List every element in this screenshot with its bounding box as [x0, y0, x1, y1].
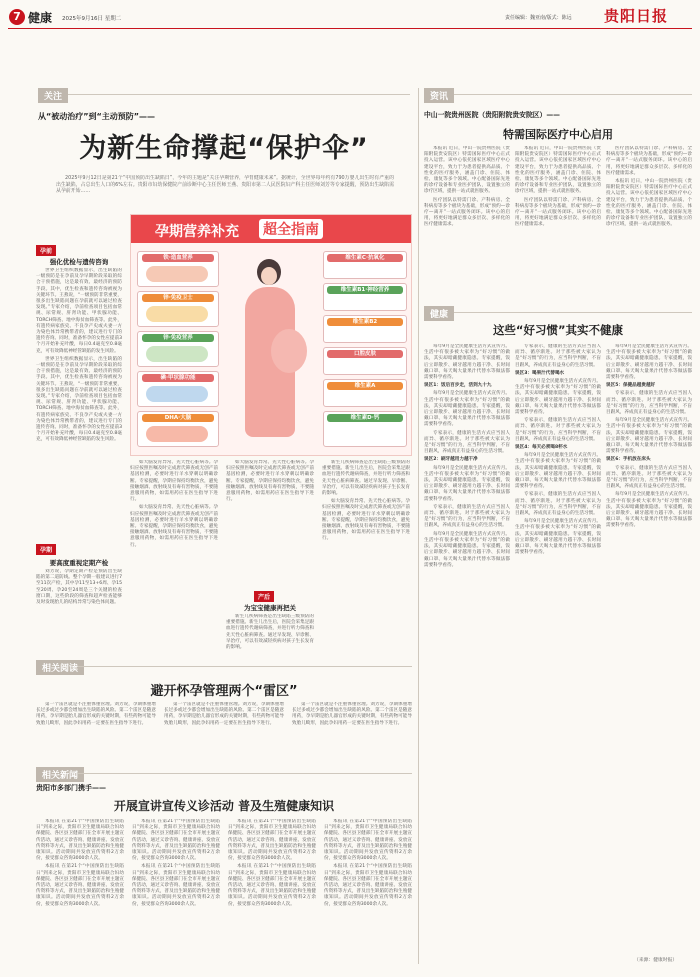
related-body-2: 第一个雷区就是不注重体重管理。刘芳说，孕期体重增长过多或过少都会增加出生缺陷的风险。第二个雷区是随意用药，孕早期是胎儿器官形成的关键时期，有些药物可能导致胎儿畸形，因此孕妇用药一定要在医生指导下进行。: [164, 702, 284, 726]
news-body-4: 本报讯 在第21个“中国预防出生缺陷日”到来之际，贵阳市卫生健康局联合妇幼保健院、各区县卫健部门在全市开展主题宣传活动，通过义诊咨询、健康讲座、发放宣传资料等方式，普及出生缺陷防治和生殖健康知识。活动期间共发放宣传资料2万余份，接受群众咨询3000余人次。 本报讯 在第21个“中国预防出生缺陷日”到来之际，贵阳市卫生健康局联合妇幼保健院、各区县卫健部门在全市开展主题宣传活动，通过义诊咨询、健康讲座、发放宣传资料等方式，普及出生缺陷防治和生殖健康知识。活动期间共发放宣传资料2万余份，接受群众咨询3000余人次。: [324, 819, 412, 907]
news-body-1: 本报讯 在第21个“中国预防出生缺陷日”到来之际，贵阳市卫生健康局联合妇幼保健院、各区县卫健部门在全市开展主题宣传活动，通过义诊咨询、健康讲座、发放宣传资料等方式，普及出生缺陷防治和生殖健康知识。活动期间共发放宣传资料2万余份，接受群众咨询3000余人次。 本报讯 在第21个“中国预防出生缺陷日”到来之际，贵阳市卫生健康局联合妇幼保健院、各区县卫健部门在全市开展主题宣传活动，通过义诊咨询、健康讲座、发放宣传资料等方式，普及出生缺陷防治和生殖健康知识。活动期间共发放宣传资料2万余份，接受群众咨询3000余人次。: [36, 819, 124, 907]
nutrient-label: 维生素C·抗氧化: [327, 254, 403, 262]
related-body-1: 第一个雷区就是不注重体重管理。刘芳说，孕期体重增长过多或过少都会增加出生缺陷的风险。第二个雷区是随意用药，孕早期是胎儿器官形成的关键时期，有些药物可能导致胎儿畸形，因此孕妇用药一定要在医生指导下进行。: [36, 702, 156, 726]
nutrient-card-vitb1: [323, 283, 407, 311]
infographic-title-bar: [131, 215, 411, 243]
section-tag: 相关新闻: [36, 767, 84, 782]
food-icon: [146, 346, 208, 362]
col1-subhead: 强化优检与遗传咨询: [49, 258, 109, 266]
nutrient-label: 碘·甲状腺功能: [142, 374, 214, 382]
health-habits: [424, 306, 692, 966]
nutrient-label: 锌·免疫卫士: [142, 294, 214, 302]
nutrient-label: 维生素D·钙: [327, 414, 403, 422]
page-number-badge: 7: [9, 9, 25, 25]
section-tag: 健康: [424, 306, 454, 321]
tag-rule: [454, 312, 692, 313]
news-kicker: 贵阳市多部门携手——: [36, 784, 106, 792]
nutrient-card-vita: [323, 379, 407, 407]
news-body-3: 本报讯 在第21个“中国预防出生缺陷日”到来之际，贵阳市卫生健康局联合妇幼保健院、各区县卫健部门在全市开展主题宣传活动，通过义诊咨询、健康讲座、发放宣传资料等方式，普及出生缺陷防治和生殖健康知识。活动期间共发放宣传资料2万余份，接受群众咨询3000余人次。 本报讯 在第21个“中国预防出生缺陷日”到来之际，贵阳市卫生健康局联合妇幼保健院、各区县卫健部门在全市开展主题宣传活动，通过义诊咨询、健康讲座、发放宣传资料等方式，普及出生缺陷防治和生殖健康知识。活动期间共发放宣传资料2万余份，接受群众咨询3000余人次。: [228, 819, 316, 907]
related-headline: 避开怀孕管理两个“雷区”: [150, 684, 298, 699]
editor-credits: 责任编辑：魏亚南/版式：陈远: [505, 15, 572, 21]
brief-body-2: 本报讯 近日，中山一院贵州医院（贵阳附院贵安院区）特需国际医疗中心正式投入运营。该中心依托国家区域医疗中心建设平台，致力于为患者提供高品质、个性化的医疗服务，涵盖门诊、住院、体检、康复等多个领域。中心配备国际先进的诊疗设备和专业医护团队，设置独立的诊疗区域，提供一站式就医服务。 医疗团队以特需门诊、产科病房、全科病房等多个板块为基础，形成“预约—诊疗—离开”一站式服务闭环。该中心的启用，将更好地满足群众多层次、多样化的医疗健康需求。: [515, 146, 601, 228]
pregnant-woman-illustration: [227, 259, 311, 449]
food-icon: [146, 306, 208, 322]
infographic-title-a: 孕期营养补充: [155, 224, 239, 240]
related-body-3: 第一个雷区就是不注重体重管理。刘芳说，孕期体重增长过多或过少都会增加出生缺陷的风险。第二个雷区是随意用药，孕早期是胎儿器官形成的关键时期，有些药物可能导致胎儿畸形，因此孕妇用药一定要在医生指导下进行。: [292, 702, 412, 726]
nutrient-card-iodine: [137, 371, 219, 407]
nutrient-card-vitc: [323, 251, 407, 279]
infographic-title-b: 超全指南: [259, 219, 323, 239]
pregnancy-tag: 孕期: [36, 544, 56, 555]
news-headline: 开展宣讲宣传义诊活动 普及生殖健康知识: [113, 799, 335, 813]
brief-body-1: 本报讯 近日，中山一院贵州医院（贵阳附院贵安院区）特需国际医疗中心正式投入运营。该中心依托国家区域医疗中心建设平台，致力于为患者提供高品质、个性化的医疗服务，涵盖门诊、住院、体检、康复等多个领域。中心配备国际先进的诊疗设备和专业医护团队，设置独立的诊疗区域，提供一站式就医服务。 医疗团队以特需门诊、产科病房、全科病房等多个板块为基础，形成“预约—诊疗—离开”一站式服务闭环。该中心的启用，将更好地满足群众多层次、多样化的医疗健康需求。: [424, 146, 510, 228]
header-rule: [8, 28, 692, 29]
story-kicker: 从“被动治疗”到“主动预防”——: [38, 112, 156, 121]
face-shape: [261, 267, 277, 285]
story-headline: 为新生命撑起“保护伞”: [79, 133, 369, 164]
tag-rule: [454, 94, 692, 95]
point-heading: 误区1：饭后百步走，活到九十九: [424, 383, 492, 389]
habits-headline: 这些“好习惯”其实不健康: [492, 323, 624, 337]
nutrient-label: 维生素A: [327, 382, 403, 390]
newspaper-logo: 贵阳日报: [604, 7, 669, 25]
nutrient-card-vitd: [323, 411, 407, 447]
food-icon: [146, 266, 208, 282]
nutrient-card-dha: [137, 411, 219, 447]
nutrient-card-vitb2: [323, 315, 407, 343]
page-header: [0, 0, 700, 46]
section-tag: 资讯: [424, 88, 454, 103]
col3-body: 如大脑发育异常、先天性心脏病等。孕妇应按照医嘱及时完成唐氏筛查或无创产前基因检测，必要时进行羊水穿刺以明确诊断。专家提醒，孕期应保持均衡饮食，避免接触烟酒、放射线及有毒有害物质，不要随意服用药物，如需用药应在医生指导下进行。: [226, 460, 314, 503]
nutrient-label: 锌·免疫营养: [142, 334, 214, 342]
nutrient-card-zinc-2: [137, 331, 219, 367]
postpartum-tag: 产后: [254, 591, 274, 602]
col1-subhead-2: 要高度重视定期产检: [49, 559, 109, 567]
nutrient-card-zinc: [137, 291, 219, 327]
food-icon: [146, 386, 208, 402]
nutrient-card-iron: [137, 251, 219, 287]
point-heading: 误区6：手机放在床头: [606, 457, 651, 463]
tag-rule: [68, 94, 410, 95]
news-body-2: 本报讯 在第21个“中国预防出生缺陷日”到来之际，贵阳市卫生健康局联合妇幼保健院、各区县卫健部门在全市开展主题宣传活动，通过义诊咨询、健康讲座、发放宣传资料等方式，普及出生缺陷防治和生殖健康知识。活动期间共发放宣传资料2万余份，接受群众咨询3000余人次。 本报讯 在第21个“中国预防出生缺陷日”到来之际，贵阳市卫生健康局联合妇幼保健院、各区县卫健部门在全市开展主题宣传活动，通过义诊咨询、健康讲座、发放宣传资料等方式，普及出生缺陷防治和生殖健康知识。活动期间共发放宣传资料2万余份，接受群众咨询3000余人次。: [132, 819, 220, 907]
section-tag: 关注: [38, 88, 68, 103]
nutrient-label: 维生素B1·神经营养: [327, 286, 403, 294]
nutrition-infographic: [130, 214, 412, 456]
tag-rule: [78, 666, 412, 667]
brief-kicker: 中山一院贵州医院（贵阳附院贵安院区）——: [424, 111, 560, 119]
tag-rule: [78, 773, 412, 774]
col1-body-2: 刘芳说，孕期定期产检是预防出生缺陷的第二道防线。整个孕期一般建议进行7至11次产检，其中孕11至13+6周、孕15至20周、孕20至24周是三个关键的检查窗口期，这些阶段的筛查和超声检查能够及时发现胎儿的结构异常与染色体问题。: [36, 569, 122, 606]
point-heading: 误区4：每天必须喝8杯水: [515, 445, 568, 451]
section-tag: 相关阅读: [36, 660, 84, 675]
nutrient-label: 维生素B2: [327, 318, 403, 326]
point-heading: 误区2：刷牙越用力越干净: [424, 457, 478, 463]
nutrient-label: 铁·造血营养: [142, 254, 214, 262]
pre-pregnancy-tag: 孕前: [36, 245, 56, 256]
source-credit: （来源：健康时报）: [634, 958, 678, 963]
point-heading: 误区3：喝果汁代替喝水: [515, 370, 565, 376]
col4-body: 新生儿疾病筛查是出生缺陷三级预防的重要措施。新生儿出生后，医院会采集足跟血进行遗传代谢病筛查，并进行听力筛查和先天性心脏病筛查。通过早发现、早诊断、早治疗，可以有效减轻疾病对孩子生长发育的影响。 如大脑发育异常、先天性心脏病等。孕妇应按照医嘱及时完成唐氏筛查或无创产前基因检测，必要时进行羊水穿刺以明确诊断。专家提醒，孕期应保持均衡饮食，避免接触烟酒、放射线及有毒有害物质，不要随意服用药物，如需用药应在医生指导下进行。: [322, 460, 410, 542]
related-news: [36, 767, 412, 967]
habits-col-1: 每年9月是全民健康生活方式宣传月。生活中有很多被大家奉为“好习惯”的做法，其实却暗藏健康隐患。专家提醒，饭后立即散步、刷牙越用力越干净、长时间戴口罩、每天喝大量果汁代替水等做法都需要科学看待。 误区1：饭后百步走，活到九十九 每年9月是全民健康生活方式宣传月。生活中有很多被大家奉为“好习惯”的做法，其实却暗藏健康隐患。专家提醒，饭后立即散步、刷牙越用力越干净、长时间戴口罩、每天喝大量果汁代替水等做法都需要科学看待。 专家表示，健康的生活方式应当因人而异、循序渐进。对于那些被大家认为是“好习惯”的行为，应当科学判断，不盲目跟风，养成真正有益身心的生活习惯。 误区2：刷牙越用力越干净 每年9月是全民健康生活方式宣传月。生活中有很多被大家奉为“好习惯”的做法，其实却暗藏健康隐患。专家提醒，饭后立即散步、刷牙越用力越干净、长时间戴口罩、每天喝大量果汁代替水等做法都需要科学看待。 专家表示，健康的生活方式应当因人而异、循序渐进。对于那些被大家认为是“好习惯”的行为，应当科学判断，不盲目跟风，养成真正有益身心的生活习惯。 每年9月是全民健康生活方式宣传月。生活中有很多被大家奉为“好习惯”的做法，其实却暗藏健康隐患。专家提醒，饭后立即散步、刷牙越用力越干净、长时间戴口罩、每天喝大量果汁代替水等做法都需要科学看待。: [424, 344, 510, 568]
col1-body: 世界卫生组织数据显示，出生缺陷的一级预防是在孕前及孕早期阶段采取的综合干预措施，这是最有效、最经济的预防手段。其中，优生检查和遗传咨询被视为关键环节。王燕说，“一级预防非常重要，很多出生缺陷问题在孕前就可以通过检查发现。”专家介绍，孕前检查项目包括血常规、尿常规、肝肾功能、甲状腺功能、TORCH筛查、地中海贫血筛查等。此外，有遗传病家族史、不良孕产史或夫妻一方为染色体异常携带者的，建议进行专门的遗传咨询。同时，准备怀孕的女性应提前3个月开始补充叶酸，每日0.4毫克至0.8毫克，可有效降低神经管缺陷的发生风险。 世界卫生组织数据显示，出生缺陷的一级预防是在孕前及孕早期阶段采取的综合干预措施，这是最有效、最经济的预防手段。其中，优生检查和遗传咨询被视为关键环节。王燕说，“一级预防非常重要，很多出生缺陷问题在孕前就可以通过检查发现。”专家介绍，孕前检查项目包括血常规、尿常规、肝肾功能、甲状腺功能、TORCH筛查、地中海贫血筛查等。此外，有遗传病家族史、不良孕产史或夫妻一方为染色体异常携带者的，建议进行专门的遗传咨询。同时，准备怀孕的女性应提前3个月开始补充叶酸，每日0.4毫克至0.8毫克，可有效降低神经管缺陷的发生风险。: [36, 268, 122, 443]
belly-shape: [271, 329, 307, 373]
col3-subhead: 为宝宝健康再把关: [244, 604, 296, 612]
nutrient-label: 口腔皮肤: [327, 350, 403, 358]
col3-body-2: 新生儿疾病筛查是出生缺陷三级预防的重要措施。新生儿出生后，医院会采集足跟血进行遗传代谢病筛查，并进行听力筛查和先天性心脏病筛查。通过早发现、早诊断、早治疗，可以有效减轻疾病对孩子生长发育的影响。: [226, 614, 314, 650]
nutrient-label: DHA·大脑: [142, 414, 214, 422]
point-heading: 误区5：保健品越贵越好: [606, 383, 656, 389]
nutrient-card-skin: [323, 347, 407, 375]
brief-headline: 特需国际医疗中心启用: [503, 128, 613, 141]
related-reading: [36, 660, 412, 760]
left-story: [36, 88, 412, 653]
habits-col-3: 每年9月是全民健康生活方式宣传月。生活中有很多被大家奉为“好习惯”的做法，其实却暗藏健康隐患。专家提醒，饭后立即散步、刷牙越用力越干净、长时间戴口罩、每天喝大量果汁代替水等做法都需要科学看待。 误区5：保健品越贵越好 专家表示，健康的生活方式应当因人而异、循序渐进。对于那些被大家认为是“好习惯”的行为，应当科学判断，不盲目跟风，养成真正有益身心的生活习惯。 每年9月是全民健康生活方式宣传月。生活中有很多被大家奉为“好习惯”的做法，其实却暗藏健康隐患。专家提醒，饭后立即散步、刷牙越用力越干净、长时间戴口罩、每天喝大量果汁代替水等做法都需要科学看待。 误区6：手机放在床头 专家表示，健康的生活方式应当因人而异、循序渐进。对于那些被大家认为是“好习惯”的行为，应当科学判断，不盲目跟风，养成真正有益身心的生活习惯。 每年9月是全民健康生活方式宣传月。生活中有很多被大家奉为“好习惯”的做法，其实却暗藏健康隐患。专家提醒，饭后立即散步、刷牙越用力越干净、长时间戴口罩、每天喝大量果汁代替水等做法都需要科学看待。: [606, 344, 692, 529]
story-lead: 2025年9月12日是第21个“中国预防出生缺陷日”，今年的主题是“关注孕期营养，孕育健康未来”。据统计，全世界每年约有790万婴儿出生时有严重的出生缺陷，占总出生人口的6%左右。贵阳市妇幼保健院产前诊断中心主任医师王燕、贵阳市第二人民医院妇产科主任医师刘芳等专家提醒，预防出生缺陷需从孕前开始……: [56, 175, 394, 195]
habits-col-2: 专家表示，健康的生活方式应当因人而异、循序渐进。对于那些被大家认为是“好习惯”的行为，应当科学判断，不盲目跟风，养成真正有益身心的生活习惯。 误区3：喝果汁代替喝水 每年9月是全民健康生活方式宣传月。生活中有很多被大家奉为“好习惯”的做法，其实却暗藏健康隐患。专家提醒，饭后立即散步、刷牙越用力越干净、长时间戴口罩、每天喝大量果汁代替水等做法都需要科学看待。 专家表示，健康的生活方式应当因人而异、循序渐进。对于那些被大家认为是“好习惯”的行为，应当科学判断，不盲目跟风，养成真正有益身心的生活习惯。 误区4：每天必须喝8杯水 每年9月是全民健康生活方式宣传月。生活中有很多被大家奉为“好习惯”的做法，其实却暗藏健康隐患。专家提醒，饭后立即散步、刷牙越用力越干净、长时间戴口罩、每天喝大量果汁代替水等做法都需要科学看待。 专家表示，健康的生活方式应当因人而异、循序渐进。对于那些被大家认为是“好习惯”的行为，应当科学判断，不盲目跟风，养成真正有益身心的生活习惯。 每年9月是全民健康生活方式宣传月。生活中有很多被大家奉为“好习惯”的做法，其实却暗藏健康隐患。专家提醒，饭后立即散步、刷牙越用力越干净、长时间戴口罩、每天喝大量果汁代替水等做法都需要科学看待。: [515, 344, 601, 556]
news-brief: [424, 88, 692, 300]
col2-body: 如大脑发育异常、先天性心脏病等。孕妇应按照医嘱及时完成唐氏筛查或无创产前基因检测，必要时进行羊水穿刺以明确诊断。专家提醒，孕期应保持均衡饮食，避免接触烟酒、放射线及有毒有害物质，不要随意服用药物，如需用药应在医生指导下进行。 如大脑发育异常、先天性心脏病等。孕妇应按照医嘱及时完成唐氏筛查或无创产前基因检测，必要时进行羊水穿刺以明确诊断。专家提醒，孕期应保持均衡饮食，避免接触烟酒、放射线及有毒有害物质，不要随意服用药物，如需用药应在医生指导下进行。: [130, 460, 218, 548]
column-divider: [418, 88, 419, 964]
brief-body-3: 医疗团队以特需门诊、产科病房、全科病房等多个板块为基础，形成“预约—诊疗—离开”一站式服务闭环。该中心的启用，将更好地满足群众多层次、多样化的医疗健康需求。 本报讯 近日，中山一院贵州医院（贵阳附院贵安院区）特需国际医疗中心正式投入运营。该中心依托国家区域医疗中心建设平台，致力于为患者提供高品质、个性化的医疗服务，涵盖门诊、住院、体检、康复等多个领域。中心配备国际先进的诊疗设备和专业医护团队，设置独立的诊疗区域，提供一站式就医服务。: [606, 146, 692, 228]
issue-date: 2025年9月16日 星期二: [62, 16, 122, 22]
food-icon: [146, 426, 208, 442]
section-name: 健康: [28, 11, 53, 25]
